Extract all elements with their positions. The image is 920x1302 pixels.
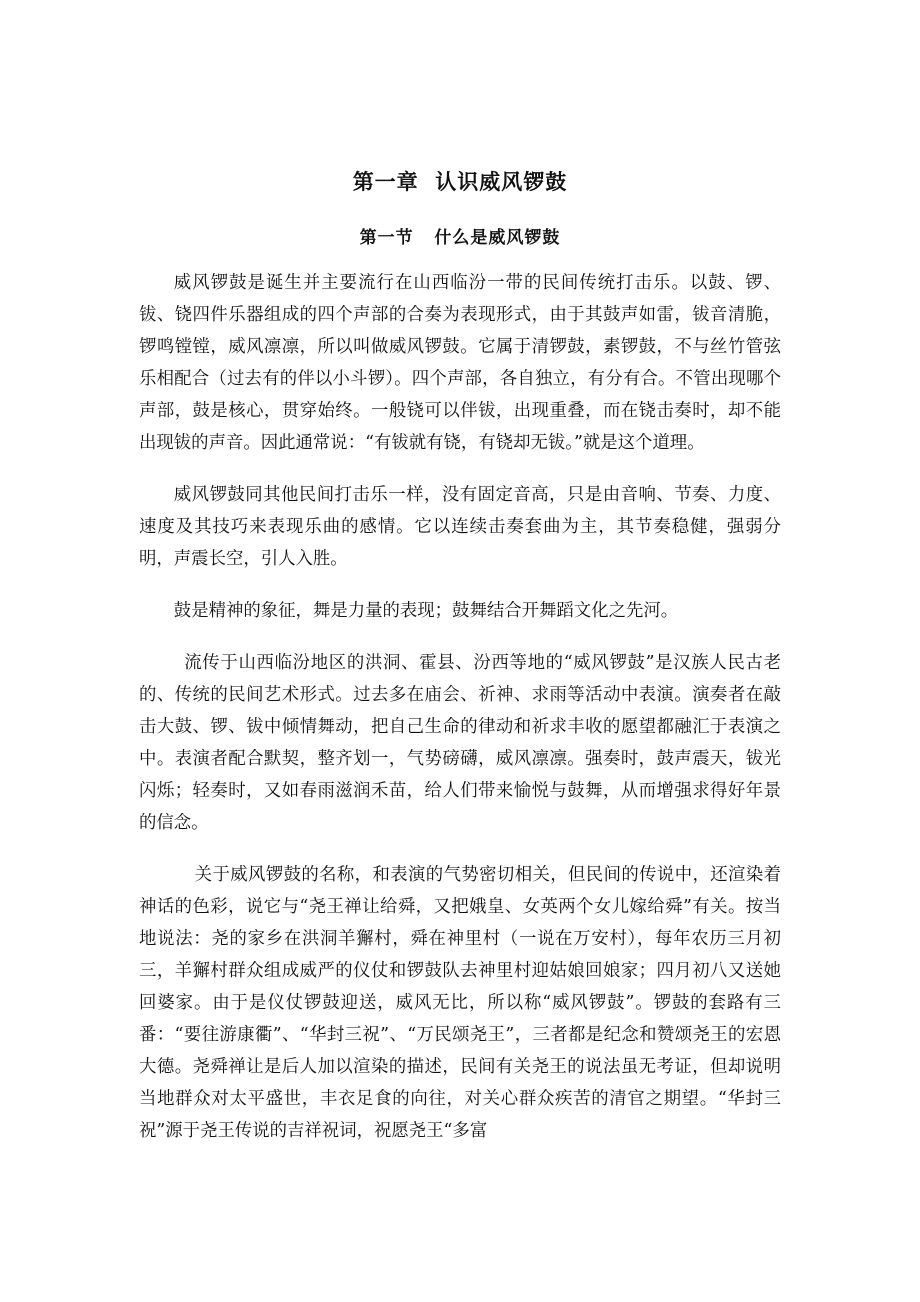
paragraph-5: 关于威风锣鼓的名称，和表演的气势密切相关，但民间的传说中，还渲染着神话的色彩，说它与“尧王禅让给舜，又把娥皇、女英两个女儿嫁给舜”有关。按当地说法：尧的家乡在洪洞羊獬村，舜在神里村（一说在万安村），每年农历三月初三，羊獬村群众组成威严的仪仗和锣鼓队去神里村迎姑娘回娘家；四月初八又送她回婆家。由于是仪仗锣鼓迎送，威风无比，所以称“威风锣鼓”。锣鼓的套路有三番：“要往游康衢”、“华封三祝”、“万民颂尧王”，三者都是纪念和赞颂尧王的宏恩大德。尧舜禅让是后人加以渲染的描述，民间有关尧王的说法虽无考证，但却说明当地群众对太平盛世，丰衣足食的向往，对关心群众疾苦的清官之期望。“华封三祝”源于尧王传说的吉祥祝词，祝愿尧王“多富 [139,865,781,1141]
paragraph-2: 威风锣鼓同其他民间打击乐一样，没有固定音高，只是由音响、节奏、力度、速度及其技巧来表现乐曲的感情。它以连续击奏套曲为主，其节奏稳健，强弱分明，声震长空，引人入胜。 [139,485,781,569]
chapter-title: 第一章 认识威风锣鼓 [352,169,568,194]
paragraph-1: 威风锣鼓是诞生并主要流行在山西临汾一带的民间传统打击乐。以鼓、锣、钹、铙四件乐器组成的四个声部的合奏为表现形式，由于其鼓声如雷，钹音清脆，锣鸣镗镗，威风凛凛，所以叫做威风锣鼓。它属于清锣鼓，素锣鼓，不与丝竹管弦乐相配合（过去有的伴以小斗锣）。四个声部，各自独立，有分有合。不管出现哪个声部，鼓是核心，贯穿始终。一般铙可以伴钹，出现重叠，而在铙击奏时，却不能出现钹的声音。因此通常说：“有钹就有铙，有铙却无钹。”就是这个道理。 [139,273,781,453]
paragraph-3: 鼓是精神的象征，舞是力量的表现；鼓舞结合开舞蹈文化之先河。 [173,601,679,621]
section-title: 第一节 什么是威风锣鼓 [359,228,561,248]
body-text [139,267,781,1147]
paragraph-4: 流传于山西临汾地区的洪洞、霍县、汾西等地的“威风锣鼓”是汉族人民古老的、传统的民间艺术形式。过去多在庙会、祈神、求雨等活动中表演。演奏者在敲击大鼓、锣、钹中倾情舞动，把自己生命的律动和祈求丰收的愿望都融汇于表演之中。表演者配合默契，整齐划一，气势磅礴，威风凛凛。强奏时，鼓声震天，钹光闪烁；轻奏时，又如春雨滋润禾苗，给人们带来愉悦与鼓舞，从而增强求得好年景的信念。 [139,653,781,833]
